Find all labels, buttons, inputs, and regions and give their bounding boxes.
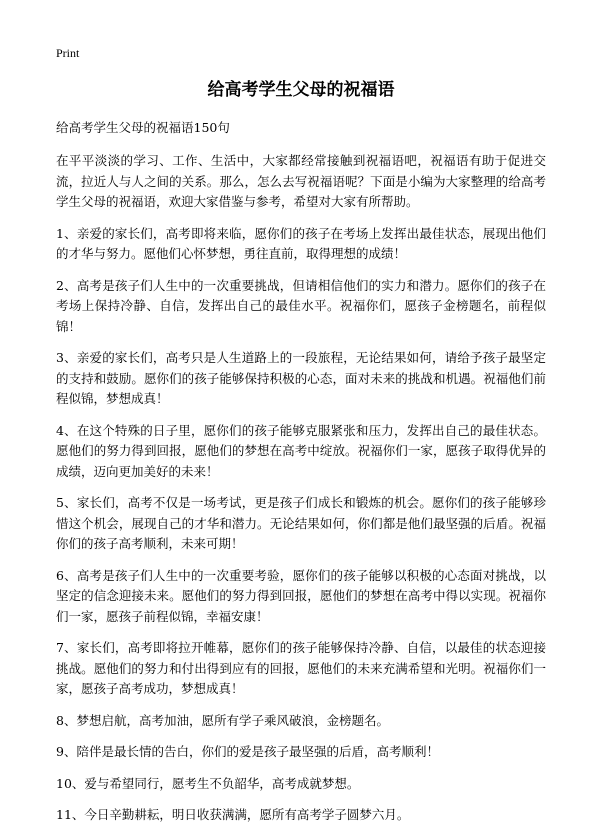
blessing-item: 9、陪伴是最长情的告白，你们的爱是孩子最坚强的后盾，高考顺利！	[56, 744, 439, 759]
blessing-item: 4、在这个特殊的日子里，愿你们的孩子能够克服紧张和压力，发挥出自己的最佳状态。愿他们的努力得到回报，愿他们的梦想在高考中绽放。祝福你们一家，愿孩子取得优异的成绩，迈向更加美好的未来！	[56, 422, 546, 479]
blessing-item: 6、高考是孩子们人生中的一次重要考验，愿你们的孩子能够以积极的心态面对挑战，以坚定的信念迎接未来。愿他们的努力得到回报，愿他们的梦想在高考中得以实现。祝福你们一家，愿孩子前程似锦，幸福安康！	[56, 567, 546, 624]
blessing-item: 11、今日辛勤耕耘，明日收获满满，愿所有高考学子圆梦六月。	[56, 807, 410, 822]
intro-paragraph: 在平平淡淡的学习、工作、生活中，大家都经常接触到祝福语吧，祝福语有助于促进交流，拉近人与人之间的关系。那么，怎么去写祝福语呢？下面是小编为大家整理的给高考学生父母的祝福语，欢迎大家借鉴与参考，希望对大家有所帮助。	[56, 153, 546, 209]
blessing-item: 5、家长们，高考不仅是一场考试，更是孩子们成长和锻炼的机会。愿你们的孩子能够珍惜这个机会，展现自己的才华和潜力。无论结果如何，你们都是他们最坚强的后盾。祝福你们的孩子高考顺利，未来可期！	[56, 495, 546, 551]
blessing-item: 10、爱与希望同行，愿考生不负韶华，高考成就梦想。	[56, 775, 360, 791]
blessing-item: 8、梦想启航，高考加油，愿所有学子乘风破浪，金榜题名。	[56, 712, 389, 728]
print-link[interactable]: Print	[56, 46, 80, 60]
blessing-item: 1、亲爱的家长们，高考即将来临，愿你们的孩子在考场上发挥出最佳状态，展现出他们的才华与努力。愿他们心怀梦想，勇往直前，取得理想的成绩！	[56, 225, 546, 261]
blessing-item: 7、家长们，高考即将拉开帷幕，愿你们的孩子能够保持冷静、自信，以最佳的状态迎接挑战。愿他们的努力和付出得到应有的回报，愿他们的未来充满希望和光明。祝福你们一家，愿孩子高考成功，梦想成真！	[56, 640, 546, 696]
document-body	[56, 79, 546, 837]
blessing-item: 3、亲爱的家长们，高考只是人生道路上的一段旅程，无论结果如何，请给予孩子最坚定的支持和鼓励。愿你们的孩子能够保持积极的心态，面对未来的挑战和机遇。祝福他们前程似锦，梦想成真！	[56, 350, 546, 406]
page-title: 给高考学生父母的祝福语	[207, 80, 395, 100]
document-subtitle: 给高考学生父母的祝福语150句	[56, 120, 230, 135]
blessing-item: 2、高考是孩子们人生中的一次重要挑战，但请相信他们的实力和潜力。愿你们的孩子在考场上保持冷静、自信，发挥出自己的最佳水平。祝福你们，愿孩子金榜题名，前程似锦！	[56, 277, 546, 334]
